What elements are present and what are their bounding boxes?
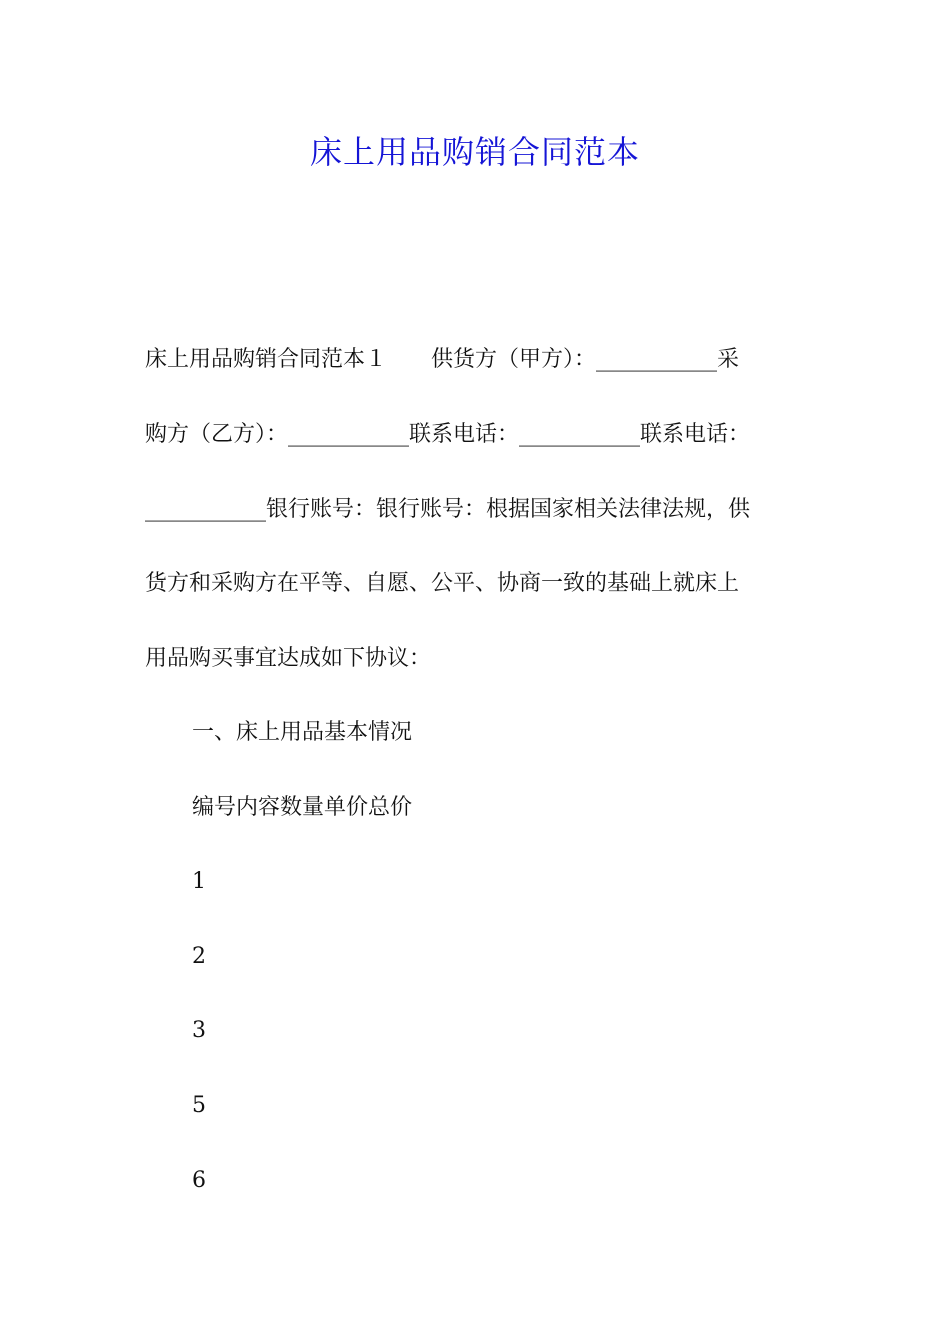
row-number: 6 bbox=[192, 1168, 206, 1193]
intro-line-1: 床上用品购销合同范本１ 供货方（甲方）：___________采 bbox=[145, 347, 740, 372]
intro-line-2: 购方（乙方）：___________联系电话：___________联系电话： bbox=[145, 422, 751, 447]
row-number: 3 bbox=[192, 1018, 206, 1043]
intro-line-4: 货方和采购方在平等、自愿、公平、协商一致的基础上就床上 bbox=[145, 571, 740, 596]
table-header: 编号内容数量单价总价 bbox=[192, 795, 413, 820]
row-number: 2 bbox=[192, 944, 206, 969]
intro-line-5: 用品购买事宜达成如下协议： bbox=[145, 646, 432, 671]
row-number: 5 bbox=[192, 1093, 206, 1118]
document-title: 床上用品购销合同范本 bbox=[309, 133, 640, 171]
section-heading: 一、床上用品基本情况 bbox=[192, 720, 413, 745]
row-number: 1 bbox=[192, 869, 206, 894]
intro-line-3: ___________银行账号：银行账号：根据国家相关法律法规，供 bbox=[145, 497, 751, 522]
